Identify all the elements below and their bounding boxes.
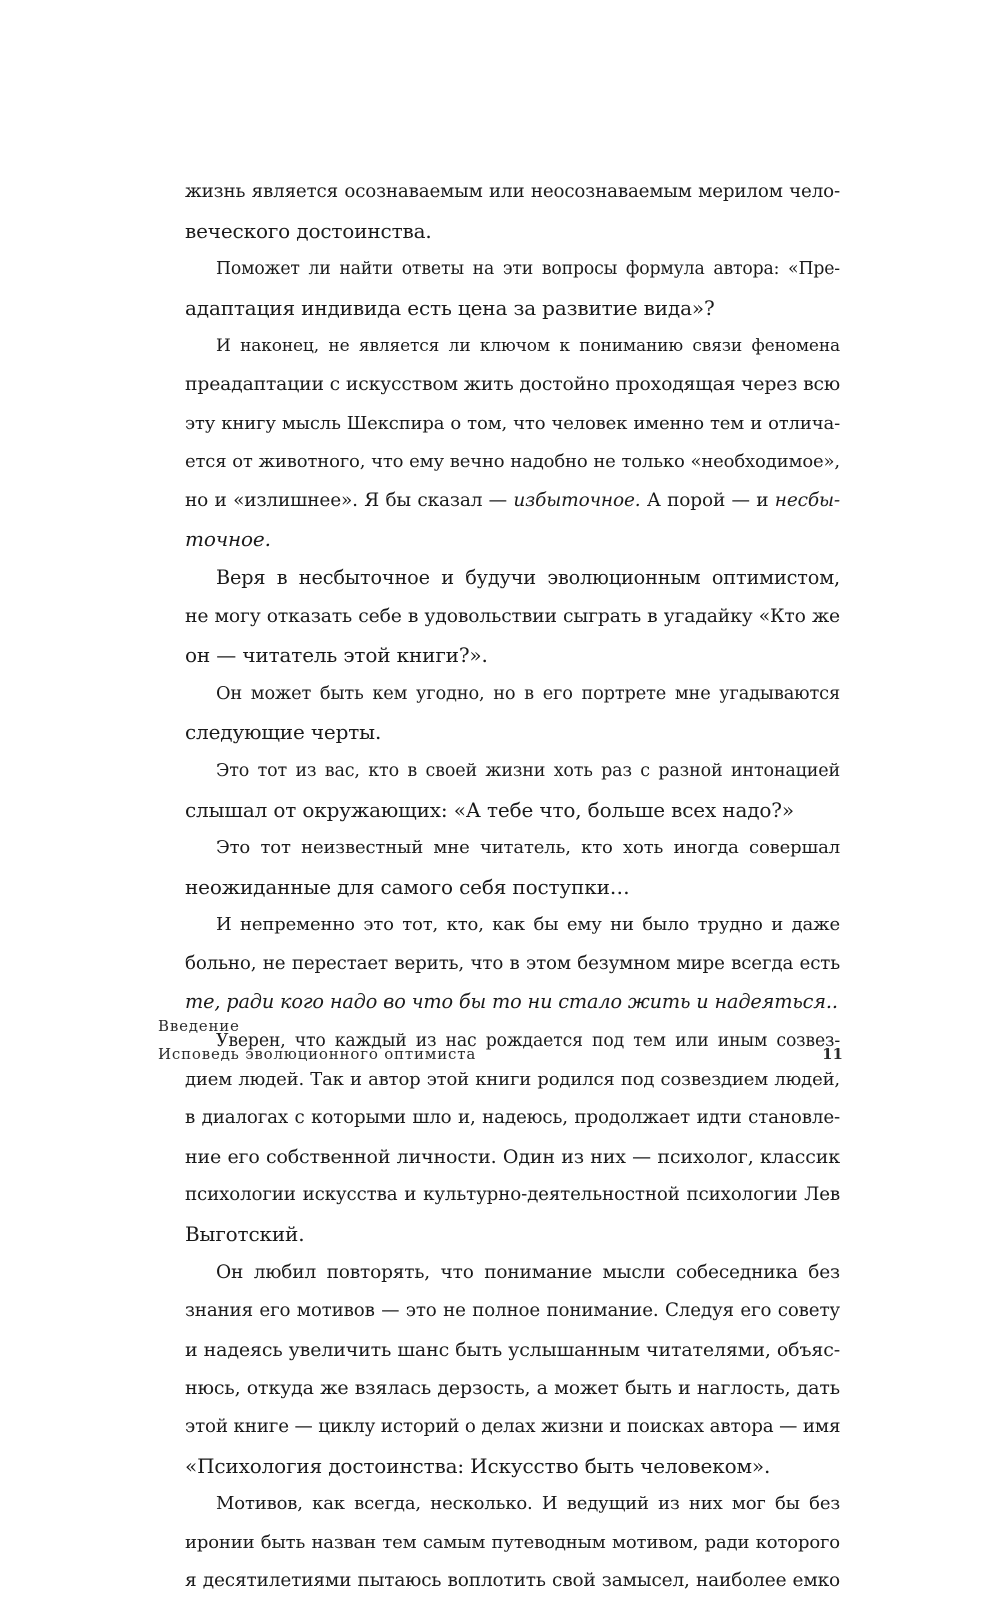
text-segment: адаптация индивида есть цена за развитие вида»? bbox=[185, 295, 715, 320]
text-segment: и надеясь увеличить шанс быть услышанным читателями, объяс- bbox=[185, 1338, 840, 1361]
text-line bbox=[185, 1447, 840, 1486]
text-line bbox=[185, 327, 840, 366]
text-segment: Выготский. bbox=[185, 1222, 305, 1247]
text-segment: жизнь является осознаваемым или неосознаваемым мерилом чело- bbox=[185, 181, 840, 202]
body-text bbox=[185, 173, 840, 1601]
text-segment: Уверен, что каждый из нас рождается под тем или иным созвез- bbox=[216, 1031, 840, 1052]
text-segment: неожиданные для самого себя поступки… bbox=[185, 874, 630, 899]
text-line bbox=[185, 443, 840, 482]
text-line bbox=[185, 829, 840, 868]
text-segment: не могу отказать себе в удовольствии сыграть в угадайку «Кто же bbox=[185, 605, 840, 627]
text-line bbox=[185, 1408, 840, 1447]
text-line bbox=[185, 173, 840, 212]
text-line bbox=[185, 1331, 840, 1370]
text-segment: психологии искусства и культурно-деятельностной психологии Лев bbox=[185, 1184, 840, 1206]
italic-text-segment: несбы- bbox=[774, 489, 841, 511]
text-line bbox=[185, 791, 840, 830]
text-line bbox=[185, 1292, 840, 1331]
text-line bbox=[185, 636, 840, 675]
text-segment: следующие черты. bbox=[185, 720, 382, 745]
text-segment: эту книгу мысль Шекспира о том, что человек именно тем и отлича- bbox=[185, 412, 840, 434]
text-line bbox=[185, 713, 840, 752]
footer-chapter-title: Исповедь эволюционного оптимиста bbox=[158, 1045, 477, 1063]
text-segment: Веря в несбыточное и будучи эволюционным оптимистом, bbox=[216, 565, 840, 589]
text-segment: Поможет ли найти ответы на эти вопросы формула автора: «Пре- bbox=[216, 259, 840, 280]
text-segment: Он любил повторять, что понимание мысли собеседника без bbox=[216, 1261, 840, 1283]
text-segment: знания его мотивов — это не полное понимание. Следуя его совету bbox=[185, 1300, 840, 1322]
text-line bbox=[185, 1485, 840, 1524]
text-line bbox=[185, 1099, 840, 1138]
text-segment: дием людей. Так и автор этой книги родился под созвездием людей, bbox=[185, 1068, 840, 1090]
text-line bbox=[185, 482, 840, 521]
text-segment: веческого достоинства. bbox=[185, 218, 432, 243]
text-line bbox=[185, 405, 840, 444]
text-line bbox=[185, 212, 840, 251]
text-line bbox=[185, 1215, 840, 1254]
text-segment: в диалогах с которыми шло и, надеюсь, продолжает идти становле- bbox=[185, 1107, 840, 1129]
text-segment: Мотивов, как всегда, несколько. И ведущий из них мог бы без bbox=[216, 1493, 840, 1515]
text-segment: слышал от окружающих: «А тебе что, больше всех надо?» bbox=[185, 797, 794, 822]
text-line bbox=[185, 1562, 840, 1601]
text-line bbox=[185, 1524, 840, 1563]
text-segment: «Психология достоинства: Искусство быть человеком». bbox=[185, 1453, 771, 1478]
text-segment: Он может быть кем угодно, но в его портрете мне угадываются bbox=[216, 683, 840, 704]
text-line bbox=[185, 983, 840, 1022]
page-number: 11 bbox=[822, 1045, 843, 1063]
text-line bbox=[185, 289, 840, 328]
text-segment: нюсь, откуда же взялась дерзость, а может быть и наглость, дать bbox=[185, 1377, 840, 1400]
text-segment: А порой — и bbox=[640, 489, 775, 511]
text-segment: Это тот неизвестный мне читатель, кто хоть иногда совершал bbox=[216, 837, 840, 859]
italic-text-segment: те, ради кого надо во что бы то ни стало жить и надеяться.. bbox=[185, 990, 838, 1014]
italic-text-segment: точное. bbox=[185, 527, 271, 552]
text-segment: больно, не перестает верить, что в этом безумном мире всегда есть bbox=[185, 952, 840, 974]
text-segment: И непременно это тот, кто, как бы ему ни было трудно и даже bbox=[216, 914, 840, 936]
text-line bbox=[185, 366, 840, 405]
text-segment: ется от животного, что ему вечно надобно не только «необходимое», bbox=[185, 451, 840, 473]
text-line bbox=[185, 520, 840, 559]
text-line bbox=[185, 868, 840, 907]
text-line bbox=[185, 675, 840, 714]
text-segment: иронии быть назван тем самым путеводным мотивом, ради которого bbox=[185, 1531, 840, 1553]
text-line bbox=[185, 945, 840, 984]
text-line bbox=[185, 250, 840, 289]
text-segment: преадаптации с искусством жить достойно проходящая через всю bbox=[185, 373, 840, 395]
text-line bbox=[185, 752, 840, 791]
text-line bbox=[185, 1176, 840, 1215]
text-line bbox=[185, 906, 840, 945]
text-segment: ние его собственной личности. Один из них — психолог, классик bbox=[185, 1145, 840, 1168]
text-line bbox=[185, 1254, 840, 1293]
italic-text-segment: избыточное. bbox=[513, 489, 641, 511]
footer-section-title: Введение bbox=[158, 1017, 240, 1035]
text-line bbox=[185, 598, 840, 637]
text-line bbox=[185, 559, 840, 598]
text-segment: И наконец, не является ли ключом к пониманию связи феномена bbox=[216, 336, 840, 357]
text-segment: он — читатель этой книги?». bbox=[185, 643, 488, 668]
text-line bbox=[185, 1138, 840, 1177]
text-segment: Это тот из вас, кто в своей жизни хоть раз с разной интонацией bbox=[216, 760, 840, 781]
text-segment: этой книге — циклу историй о делах жизни и поисках автора — имя bbox=[185, 1416, 841, 1437]
text-segment: но и «излишнее». Я бы сказал — bbox=[185, 489, 514, 511]
text-line bbox=[185, 1369, 840, 1408]
text-segment: я десятилетиями пытаюсь воплотить свой замысел, наиболее емко bbox=[185, 1570, 840, 1592]
